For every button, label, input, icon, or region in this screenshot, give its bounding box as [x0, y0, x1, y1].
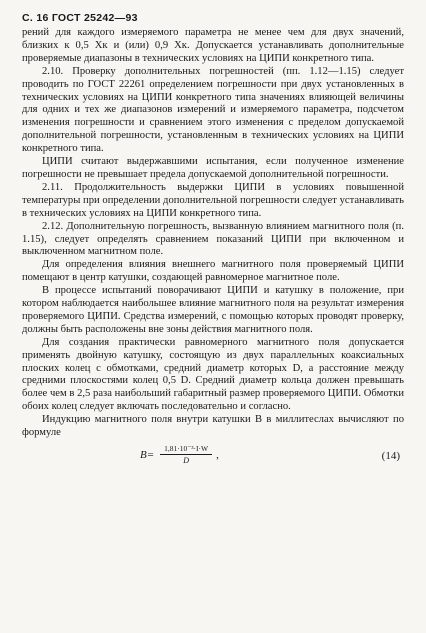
equation-number: (14)	[381, 450, 400, 462]
paragraph-induction: Индукцию магнитного поля внутри катушки B в миллитеслах вычисляют по формуле	[22, 414, 404, 439]
page-header: С. 16 ГОСТ 25242—93	[22, 12, 138, 24]
paragraph-continuation: рений для каждого измеряемого параметра не менее чем для двух значений, близких к 0,5 Xк и (или) 0,9 Xк. Допускается устанавливать дополнительные проверяемые диапазоны в технических условиях на ЦИПИ конкретного типа.	[22, 27, 404, 64]
paragraph-2-11: 2.11. Продолжительность выдержки ЦИПИ в условиях повышенной температуры при определении дополнительной погрешности следует устанавливать в технических условиях на ЦИПИ конкретного типа.	[22, 181, 404, 219]
paragraph-test-process: В процессе испытаний поворачивают ЦИПИ и катушку в положение, при котором наблюдается наибольшее влияние магнитного поля на результат измерения проверяемого ЦИПИ. Средства измерений, с помощью которых проводят проверку, должны быть расположены вне зоны действия магнитного поля.	[22, 285, 404, 335]
paragraph-2-10: 2.10. Проверку дополнительных погрешностей (пп. 1.12—1.15) следует проводить по ГОСТ 22261 определением погрешности при двух установленных в технических условиях на ЦИПИ конкретного типа значениях влияющей величины для одних и тех же диапазонов измерений и измеряемого параметра, подсчетом изменения погрешности и сравнением этого изменения с пределом допускаемой дополнительной погрешности, установленным в технических условиях на ЦИПИ конкретного типа.	[22, 65, 404, 155]
paragraph-2-12: 2.12. Дополнительную погрешность, вызванную влиянием магнитного поля (п. 1.15), следует определять сравнением показаний ЦИПИ при включенном и выключенном магнитном поле.	[22, 220, 404, 258]
formula-trailing: ,	[216, 448, 219, 461]
formula-row	[22, 442, 404, 470]
formula-lhs: B=	[140, 448, 155, 461]
formula-numerator: 1,81·10⁻³·I·W	[160, 444, 212, 455]
paragraph-cipi-passed: ЦИПИ считают выдержавшими испытания, если полученное изменение погрешности не превышает предела допускаемой дополнительной погрешности.	[22, 156, 404, 180]
formula-fraction	[160, 444, 212, 465]
formula-denominator: D	[183, 456, 189, 465]
body-text	[22, 27, 404, 440]
formula-14	[140, 444, 219, 465]
paragraph-external-field: Для определения влияния внешнего магнитного поля проверяемый ЦИПИ помещают в центр катушки, создающей равномерное магнитное поле.	[22, 259, 404, 284]
paragraph-double-coil: Для создания практически равномерного магнитного поля допускается применять двойную катушку, состоящую из двух параллельных коаксиальных плоских колец с обмотками, средний диаметр которых D, а расстояние между средними плоскостями колец 0,5 D. Средний диаметр кольца должен превышать более чем в 2,5 раза наибольший габаритный размер проверяемого ЦИПИ. Обмотки обоих колец следует включать последовательно и согласно.	[22, 336, 404, 413]
